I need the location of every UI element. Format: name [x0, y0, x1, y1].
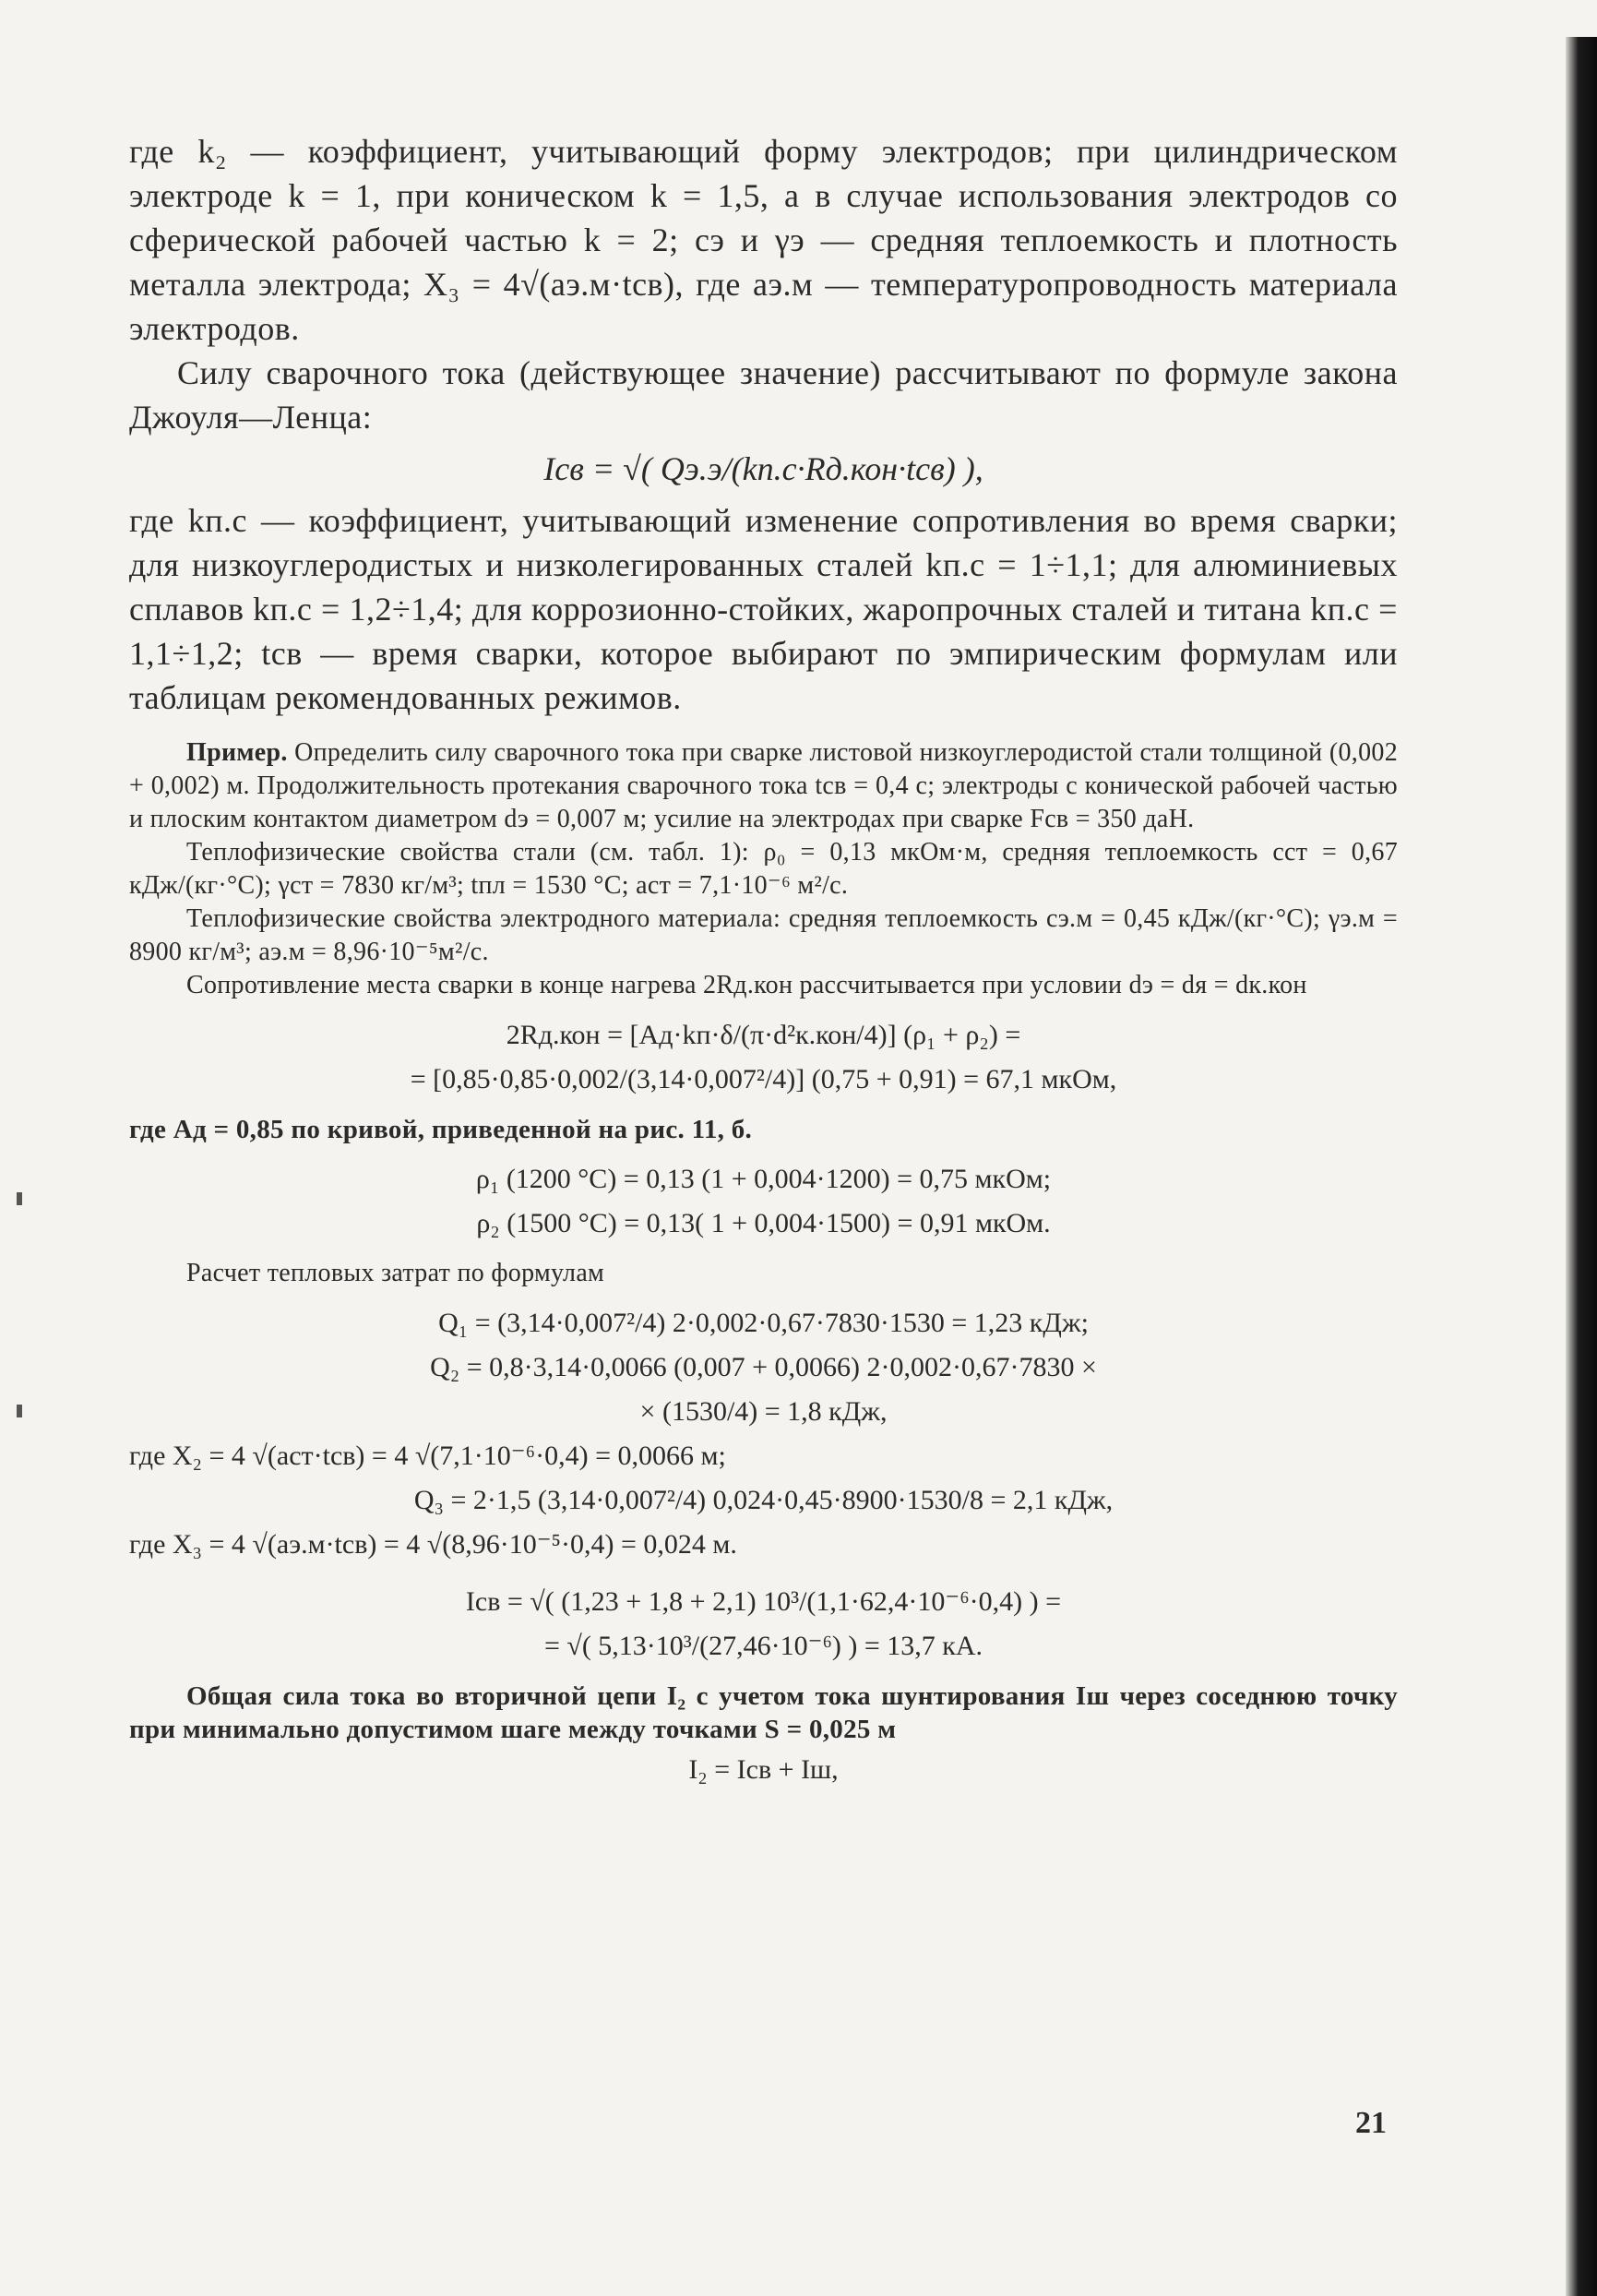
example-text: Определить силу сварочного тока при сварке листовой низкоуглеродистой стали толщиной (0,002 + 0,002) м. Продолжительность протекания сварочного тока tсв = 0,4 с; электроды с конической рабочей частью и плоским контактом диаметром dэ = 0,007 м; усилие на электродах при сварке Fсв = 350 даН.: [129, 738, 1398, 833]
example-label: Пример.: [186, 738, 288, 767]
resistance-paragraph: Сопротивление места сварки в конце нагрева 2Rд.кон рассчитывается при условии dэ = dя = dк.кон: [186, 971, 1307, 999]
formula-rho2: ρ₂ (1500 °С) = 0,13( 1 + 0,004·1500) = 0,91 мкОм.: [476, 1208, 1051, 1238]
margin-mark: [17, 1192, 22, 1205]
formula-current-1: Iсв = √( (1,23 + 1,8 + 2,1) 10³/(1,1·62,4·10⁻⁶·0,4) ) =: [465, 1586, 1062, 1617]
text-body: [129, 129, 1398, 1794]
example-paragraph: [129, 736, 1398, 836]
formula-q2-line1: Q₂ = 0,8·3,14·0,0066 (0,007 + 0,0066) 2·0,002·0,67·7830 ×: [430, 1352, 1097, 1382]
heat-calc-intro: Расчет тепловых затрат по формулам: [186, 1259, 605, 1287]
formula-resistance-2: = [0,85·0,85·0,002/(3,14·0,007²/4)] (0,75 + 0,91) = 67,1 мкОм,: [410, 1064, 1117, 1094]
margin-mark: [17, 1405, 22, 1417]
formula-x3: где X₃ = 4 √(aэ.м·tсв) = 4 √(8,96·10⁻⁵·0,4) = 0,024 м.: [129, 1529, 737, 1560]
formula-current-2: = √( 5,13·10³/(27,46·10⁻⁶) ) = 13,7 кА.: [543, 1631, 983, 1661]
formula-x2: где X₂ = 4 √(aст·tсв) = 4 √(7,1·10⁻⁶·0,4) = 0,0066 м;: [129, 1441, 726, 1471]
thermo-electrode-paragraph: Теплофизические свойства электродного материала: средняя теплоемкость cэ.м = 0,45 кДж/(кг·°С); γэ.м = 8900 кг/м³; aэ.м = 8,96·10⁻⁵м²/с.: [129, 904, 1398, 966]
paragraph-kpc-definition: где kп.с — коэффициент, учитывающий изменение сопротивления во время сварки; для низкоуглеродистых и низколегированных сталей kп.с = 1÷1,1; для алюминиевых сплавов kп.с = 1,2÷1,4; для коррозионно-стойких, жаропрочных сталей и титана kп.с = 1,1÷1,2; tсв — время сварки, которое выбирают по эмпирическим формулам или таблицам рекомендованных режимов.: [129, 502, 1398, 716]
thermo-steel-paragraph: Теплофизические свойства стали (см. табл. 1): ρ₀ = 0,13 мкОм·м, средняя теплоемкость cст = 0,67 кДж/(кг·°С); γст = 7830 кг/м³; tпл = 1530 °С; aст = 7,1·10⁻⁶ м²/с.: [129, 838, 1398, 900]
paragraph-k2-definition: где k₂ — коэффициент, учитывающий форму электродов; при цилиндрическом электроде k = 1, при коническом k = 1,5, а в случае использования электродов со сферической рабочей частью k = 2; cэ и γэ — средняя теплоемкость и плотность металла электрода; X₃ = 4√(aэ.м·tсв), где aэ.м — температуропроводность материала электродов.: [129, 133, 1398, 347]
formula-resistance-1: 2Rд.кон = [Aд·kп·δ/(π·d²к.кон/4)] (ρ₁ + ρ₂) =: [506, 1020, 1021, 1050]
page-number: 21: [1355, 2106, 1387, 2140]
formula-rho1: ρ₁ (1200 °С) = 0,13 (1 + 0,004·1200) = 0,75 мкОм;: [475, 1164, 1052, 1194]
formula-weld-current: Iсв = √( Qэ.э/(kп.с·Rд.кон·tсв) ),: [543, 450, 983, 487]
formula-q2-line2: × (1530/4) = 1,8 кДж,: [639, 1396, 888, 1427]
total-current-paragraph: Общая сила тока во вторичной цепи I₂ с учетом тока шунтирования Iш через соседнюю точку при минимально допустимом шаге между точками S = 0,025 м: [129, 1681, 1398, 1744]
formula-q3: Q₃ = 2·1,5 (3,14·0,007²/4) 0,024·0,45·8900·1530/8 = 2,1 кДж,: [413, 1485, 1114, 1515]
where-A-line: где Aд = 0,85 по кривой, приведенной на рис. 11, б.: [129, 1115, 753, 1144]
paragraph-joule-lenz-intro: Силу сварочного тока (действующее значение) рассчитывают по формуле закона Джоуля—Ленца:: [129, 354, 1398, 436]
page-edge-shadow: [1566, 37, 1597, 2296]
formula-total-current: I₂ = Iсв + Iш,: [688, 1754, 839, 1785]
formula-q1: Q₁ = (3,14·0,007²/4) 2·0,002·0,67·7830·1530 = 1,23 кДж;: [438, 1308, 1089, 1338]
